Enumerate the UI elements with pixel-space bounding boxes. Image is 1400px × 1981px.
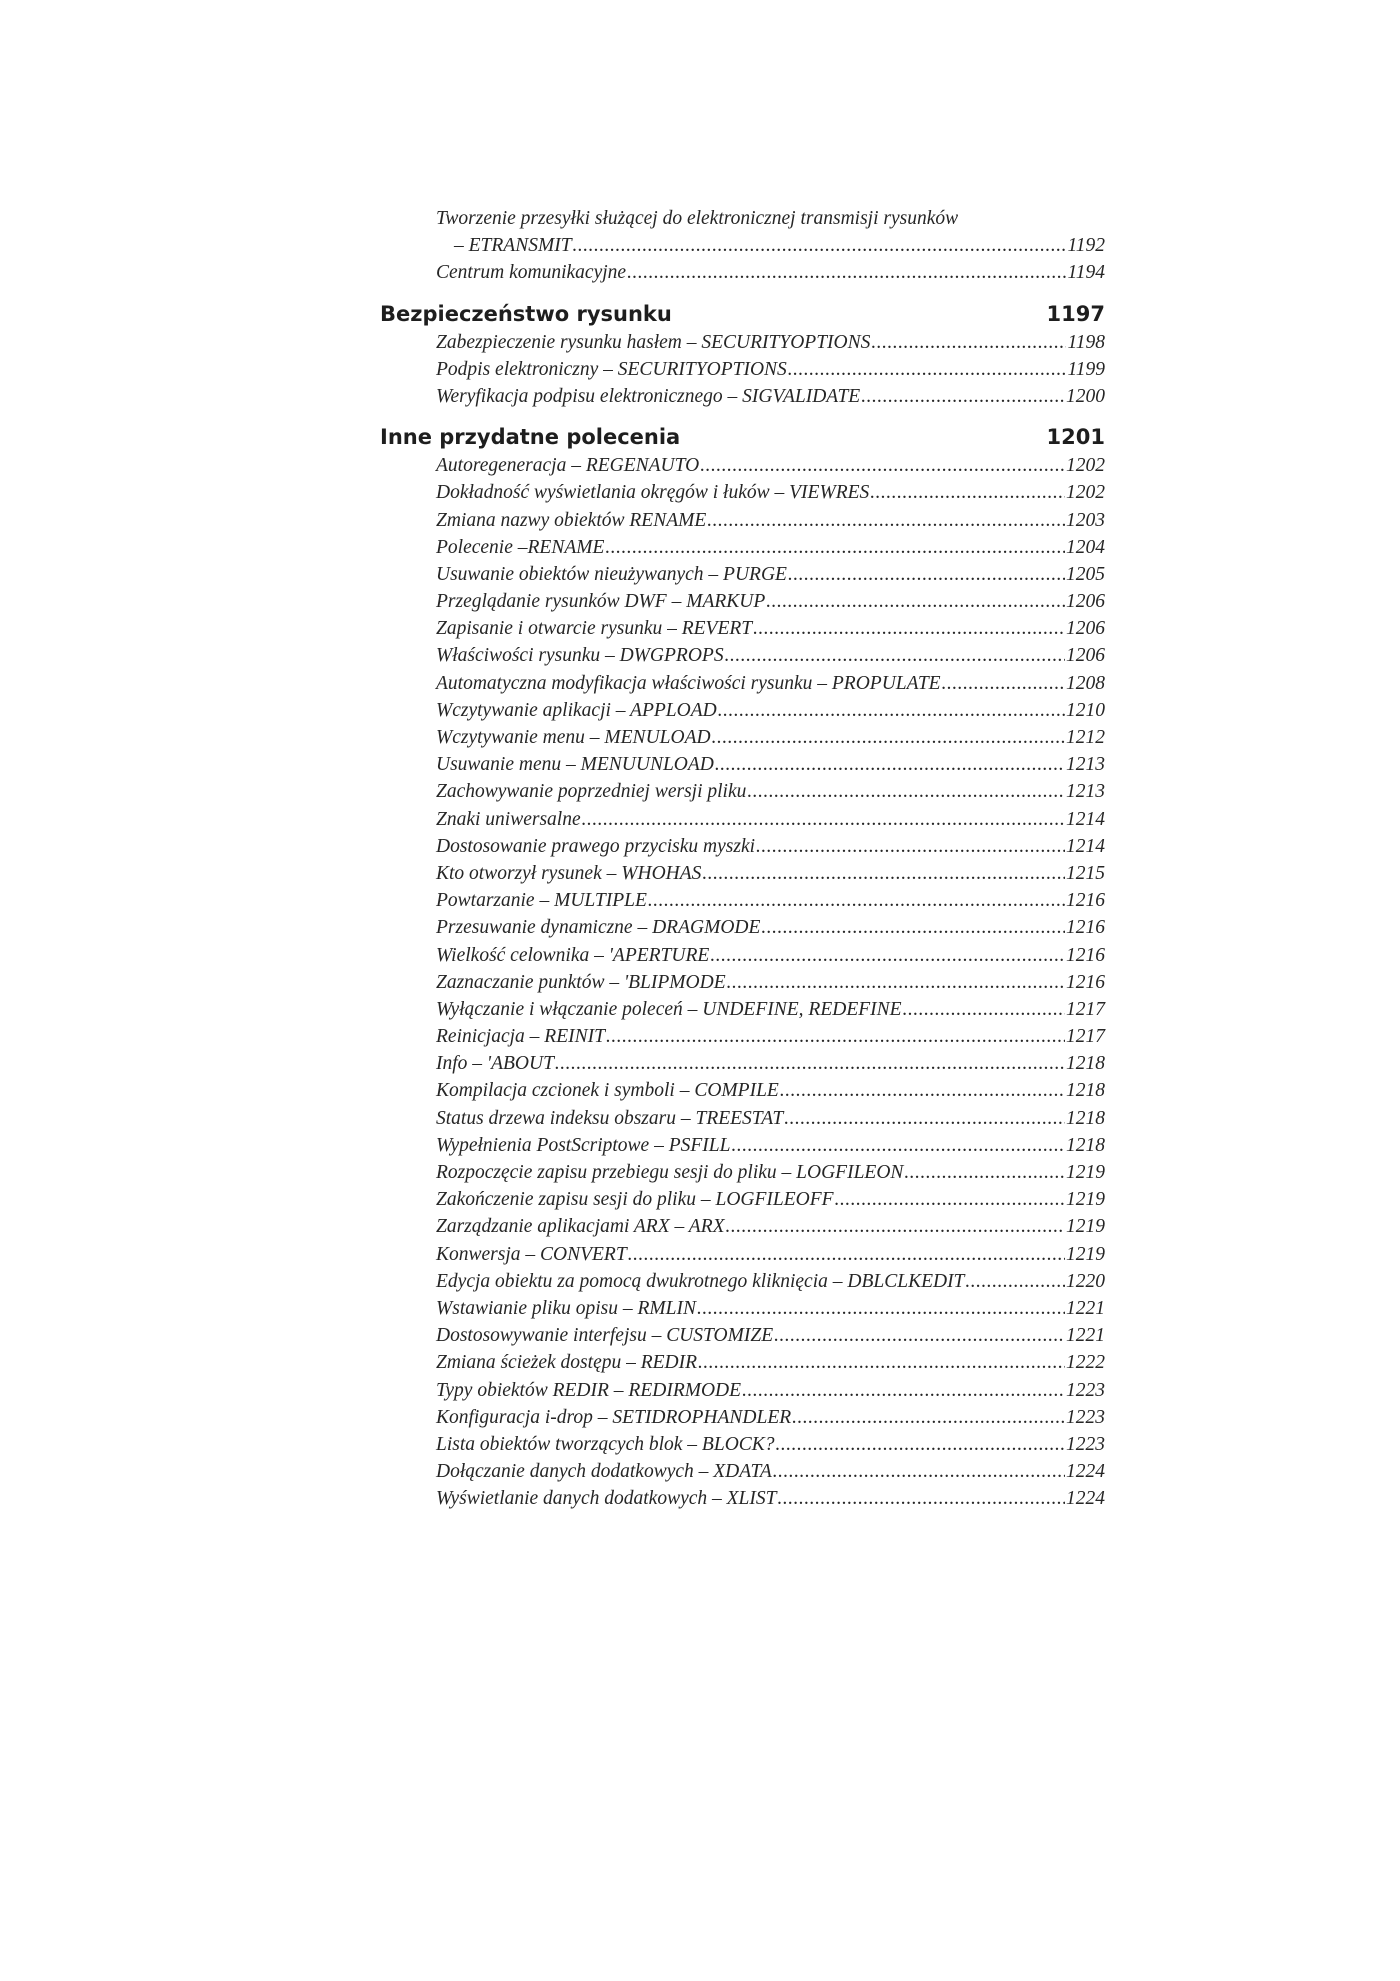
toc-entry bbox=[436, 945, 1105, 972]
toc-entry-title: Zarządzanie aplikacjami ARX – ARX bbox=[436, 1216, 725, 1238]
toc-entry-page: 1199 bbox=[1067, 358, 1105, 380]
leader-dots bbox=[700, 455, 1065, 477]
toc-entry bbox=[436, 208, 1105, 235]
toc-entry-continuation bbox=[454, 235, 1105, 262]
toc-entry-title: Zachowywanie poprzedniej wersji pliku bbox=[436, 781, 747, 803]
toc-entry-title: Wstawianie pliku opisu – RMLIN bbox=[436, 1297, 696, 1319]
toc-entry bbox=[436, 1461, 1105, 1488]
leader-dots bbox=[726, 1216, 1065, 1238]
toc-entry-page: 1224 bbox=[1066, 1488, 1105, 1510]
toc-entry-page: 1210 bbox=[1066, 699, 1105, 721]
toc-entry-page: 1222 bbox=[1066, 1352, 1105, 1374]
toc-entry-title: Usuwanie menu – MENUUNLOAD bbox=[436, 754, 714, 776]
toc-entry-page: 1217 bbox=[1066, 998, 1105, 1020]
toc-entry-page: 1212 bbox=[1066, 727, 1105, 748]
toc-entry-page: 1223 bbox=[1066, 1379, 1105, 1401]
toc-entry-page: 1216 bbox=[1066, 944, 1105, 966]
toc-entry bbox=[436, 332, 1105, 359]
leader-dots bbox=[702, 863, 1065, 885]
toc-entry bbox=[436, 1108, 1105, 1135]
leader-dots bbox=[648, 890, 1065, 912]
toc-entry-title: Podpis elektroniczny – SECURITYOPTIONS bbox=[436, 358, 787, 380]
toc-entry bbox=[436, 1026, 1105, 1053]
leader-dots bbox=[835, 1189, 1065, 1211]
toc-entry-page: 1216 bbox=[1066, 917, 1105, 939]
toc-entry bbox=[436, 890, 1105, 917]
toc-entry-title: Tworzenie przesyłki służącej do elektronicznej transmisji rysunków bbox=[436, 208, 959, 229]
leader-dots bbox=[777, 1488, 1065, 1510]
toc-entry bbox=[436, 1216, 1105, 1243]
leader-dots bbox=[573, 235, 1067, 257]
toc-entry bbox=[436, 618, 1105, 645]
toc-entry-title: Zmiana ścieżek dostępu – REDIR bbox=[436, 1352, 698, 1374]
toc-entry-title: Zmiana nazwy obiektów RENAME bbox=[436, 509, 707, 531]
toc-entry-title: Kto otworzył rysunek – WHOHAS bbox=[436, 862, 702, 884]
toc-entry-title: Zapisanie i otwarcie rysunku – REVERT bbox=[436, 618, 753, 640]
section-title: Inne przydatne polecenia bbox=[380, 425, 681, 450]
toc-entry bbox=[436, 836, 1105, 863]
leader-dots bbox=[761, 917, 1065, 939]
leader-dots bbox=[766, 591, 1065, 613]
toc-entry-page: 1206 bbox=[1066, 645, 1105, 667]
toc-entry-title: Autoregeneracja – REGENAUTO bbox=[436, 455, 700, 477]
toc-entry bbox=[436, 1434, 1105, 1461]
toc-entry bbox=[436, 727, 1105, 754]
toc-entry-title: – ETRANSMIT bbox=[454, 235, 572, 257]
toc-entry-page: 1216 bbox=[1066, 971, 1105, 993]
toc-entry-title: Konfiguracja i-drop – SETIDROPHANDLER bbox=[436, 1406, 792, 1428]
leader-dots bbox=[697, 1298, 1065, 1320]
toc-entry bbox=[436, 1298, 1105, 1325]
leader-dots bbox=[718, 700, 1065, 722]
toc-entry bbox=[436, 1135, 1105, 1162]
toc-entry-title: Usuwanie obiektów nieużywanych – PURGE bbox=[436, 563, 787, 585]
toc-entry-title: Weryfikacja podpisu elektronicznego – SIGVALIDATE bbox=[436, 385, 861, 407]
leader-dots bbox=[788, 359, 1067, 381]
toc-entry bbox=[436, 781, 1105, 808]
leader-dots bbox=[942, 673, 1065, 695]
leader-dots bbox=[715, 754, 1065, 776]
toc-entry-title: Przeglądanie rysunków DWF – MARKUP bbox=[436, 591, 766, 613]
leader-dots bbox=[776, 1434, 1065, 1456]
toc-entry bbox=[436, 564, 1105, 591]
toc-entry-title: Reinicjacja – REINIT bbox=[436, 1026, 605, 1048]
toc-entry-page: 1219 bbox=[1066, 1189, 1105, 1211]
toc-entry-page: 1206 bbox=[1066, 591, 1105, 613]
section-page: 1197 bbox=[1046, 301, 1105, 326]
toc-entry-title: Zabezpieczenie rysunku hasłem – SECURITYOPTIONS bbox=[436, 331, 871, 353]
toc-entry bbox=[436, 1271, 1105, 1298]
toc-entry-title: Status drzewa indeksu obszaru – TREESTAT bbox=[436, 1107, 784, 1129]
toc-entry bbox=[436, 262, 1105, 289]
toc-entry-page: 1223 bbox=[1066, 1406, 1105, 1428]
toc-entry-title: Polecenie –RENAME bbox=[436, 536, 605, 558]
toc-entry bbox=[436, 917, 1105, 944]
toc-entry-page: 1214 bbox=[1066, 835, 1105, 857]
toc-entry bbox=[436, 1407, 1105, 1434]
section-heading bbox=[380, 422, 1105, 455]
toc-entry-title: Wypełnienia PostScriptowe – PSFILL bbox=[436, 1134, 731, 1156]
leader-dots bbox=[698, 1352, 1065, 1374]
leader-dots bbox=[903, 999, 1065, 1021]
leader-dots bbox=[742, 1380, 1065, 1402]
toc-entry-title: Edycja obiektu za pomocą dwukrotnego kliknięcia – DBLCLKEDIT bbox=[436, 1270, 965, 1292]
leader-dots bbox=[774, 1325, 1065, 1347]
leader-dots bbox=[788, 564, 1065, 586]
leader-dots bbox=[792, 1407, 1065, 1429]
toc-entry bbox=[436, 482, 1105, 509]
leader-dots bbox=[861, 386, 1065, 408]
toc-entry-title: Wczytywanie aplikacji – APPLOAD bbox=[436, 699, 717, 721]
toc-entry bbox=[436, 673, 1105, 700]
toc-entry-page: 1192 bbox=[1067, 235, 1105, 257]
leader-dots bbox=[871, 332, 1066, 354]
section-page: 1201 bbox=[1046, 425, 1105, 450]
toc-entry-page: 1218 bbox=[1066, 1053, 1105, 1075]
leader-dots bbox=[725, 645, 1065, 667]
toc-entry-page: 1205 bbox=[1066, 563, 1105, 585]
leader-dots bbox=[756, 836, 1065, 858]
toc-entry-page: 1203 bbox=[1066, 509, 1105, 531]
toc-entry-page: 1194 bbox=[1067, 262, 1105, 284]
toc-entry bbox=[436, 537, 1105, 564]
toc-entry-title: Wczytywanie menu – MENULOAD bbox=[436, 727, 711, 748]
toc-entry bbox=[436, 754, 1105, 781]
leader-dots bbox=[904, 1162, 1065, 1184]
toc-entry-page: 1221 bbox=[1066, 1297, 1105, 1319]
toc-entry-title: Automatyczna modyfikacja właściwości rysunku – PROPULATE bbox=[436, 672, 941, 694]
toc-entry bbox=[436, 1352, 1105, 1379]
leader-dots bbox=[965, 1271, 1065, 1293]
toc-entry-title: Lista obiektów tworzących blok – BLOCK? bbox=[436, 1433, 775, 1455]
toc-entry bbox=[436, 1162, 1105, 1189]
toc-entry bbox=[436, 359, 1105, 386]
toc-entry bbox=[436, 1380, 1105, 1407]
toc-entry-page: 1204 bbox=[1066, 536, 1105, 558]
toc-entry-page: 1221 bbox=[1066, 1325, 1105, 1347]
toc-entry-title: Centrum komunikacyjne bbox=[436, 262, 627, 284]
leader-dots bbox=[582, 809, 1065, 831]
toc-entry-title: Typy obiektów REDIR – REDIRMODE bbox=[436, 1379, 742, 1401]
leader-dots bbox=[753, 618, 1065, 640]
toc-entry-title: Wyświetlanie danych dodatkowych – XLIST bbox=[436, 1488, 777, 1510]
leader-dots bbox=[627, 262, 1066, 284]
toc-entry-page: 1224 bbox=[1066, 1461, 1105, 1483]
table-of-contents bbox=[380, 208, 1105, 1515]
toc-entry-page: 1202 bbox=[1066, 482, 1105, 504]
toc-entry-title: Powtarzanie – MULTIPLE bbox=[436, 890, 647, 912]
leader-dots bbox=[731, 1135, 1065, 1157]
toc-entry bbox=[436, 645, 1105, 672]
toc-entry bbox=[436, 591, 1105, 618]
leader-dots bbox=[710, 945, 1065, 967]
toc-sections bbox=[380, 299, 1105, 1516]
toc-entry-title: Wielkość celownika – 'APERTURE bbox=[436, 944, 710, 966]
section-title: Bezpieczeństwo rysunku bbox=[380, 301, 672, 326]
leader-dots bbox=[747, 781, 1065, 803]
toc-entry bbox=[436, 700, 1105, 727]
toc-entry bbox=[436, 972, 1105, 999]
toc-entry-page: 1213 bbox=[1066, 754, 1105, 776]
leader-dots bbox=[606, 1026, 1065, 1048]
toc-entry-page: 1200 bbox=[1066, 385, 1105, 407]
toc-entry-page: 1202 bbox=[1066, 455, 1105, 477]
toc-entry bbox=[436, 455, 1105, 482]
toc-entry bbox=[436, 1488, 1105, 1515]
toc-entry bbox=[436, 1325, 1105, 1352]
toc-entry-page: 1216 bbox=[1066, 890, 1105, 912]
toc-entry-page: 1214 bbox=[1066, 808, 1105, 830]
toc-entry-page: 1218 bbox=[1066, 1107, 1105, 1129]
toc-entry-page: 1220 bbox=[1066, 1270, 1105, 1292]
leader-dots bbox=[773, 1461, 1065, 1483]
toc-entry-page: 1213 bbox=[1066, 781, 1105, 803]
toc-entry bbox=[436, 1244, 1105, 1271]
toc-entry-page: 1219 bbox=[1066, 1162, 1105, 1183]
toc-entry-title: Dostosowanie prawego przycisku myszki bbox=[436, 835, 756, 857]
toc-entry-page: 1218 bbox=[1066, 1080, 1105, 1102]
toc-entry-title: Zakończenie zapisu sesji do pliku – LOGFILEOFF bbox=[436, 1189, 834, 1211]
toc-entry-title: Dokładność wyświetlania okręgów i łuków – VIEWRES bbox=[436, 482, 870, 504]
toc-entry-title: Wyłączanie i włączanie poleceń – UNDEFINE, REDEFINE bbox=[436, 998, 902, 1020]
toc-entry-title: Dołączanie danych dodatkowych – XDATA bbox=[436, 1461, 772, 1483]
leader-dots bbox=[727, 972, 1065, 994]
toc-entry-title: Przesuwanie dynamiczne – DRAGMODE bbox=[436, 917, 761, 939]
toc-entry bbox=[436, 809, 1105, 836]
leader-dots bbox=[555, 1053, 1065, 1075]
toc-entry-title: Konwersja – CONVERT bbox=[436, 1243, 627, 1265]
toc-entry bbox=[436, 1080, 1105, 1107]
toc-entry-title: Właściwości rysunku – DWGPROPS bbox=[436, 645, 724, 667]
toc-entry-title: Rozpoczęcie zapisu przebiegu sesji do pliku – LOGFILEON bbox=[436, 1162, 904, 1183]
toc-entry bbox=[436, 863, 1105, 890]
toc-entry-page: 1219 bbox=[1066, 1243, 1105, 1265]
toc-entry bbox=[436, 999, 1105, 1026]
leader-dots bbox=[712, 727, 1065, 749]
toc-entry-page: 1218 bbox=[1066, 1134, 1105, 1156]
toc-entry-page: 1215 bbox=[1066, 862, 1105, 884]
leader-dots bbox=[870, 482, 1065, 504]
leader-dots bbox=[628, 1244, 1065, 1266]
toc-entry-title: Znaki uniwersalne bbox=[436, 808, 581, 830]
toc-entry-page: 1198 bbox=[1067, 331, 1105, 353]
toc-entry-title: Kompilacja czcionek i symboli – COMPILE bbox=[436, 1080, 779, 1102]
leader-dots bbox=[780, 1080, 1065, 1102]
toc-entry bbox=[436, 386, 1105, 413]
section-heading bbox=[380, 299, 1105, 332]
toc-entry-title: Dostosowywanie interfejsu – CUSTOMIZE bbox=[436, 1325, 774, 1347]
toc-entry bbox=[436, 1189, 1105, 1216]
leader-dots bbox=[707, 510, 1065, 532]
toc-entry-page: 1223 bbox=[1066, 1433, 1105, 1455]
toc-entry bbox=[436, 1053, 1105, 1080]
toc-entry-title: Info – 'ABOUT bbox=[436, 1053, 554, 1075]
leader-dots bbox=[784, 1108, 1065, 1130]
toc-entry-page: 1219 bbox=[1066, 1216, 1105, 1238]
toc-entry-page: 1208 bbox=[1066, 672, 1105, 694]
toc-entry-page: 1206 bbox=[1066, 618, 1105, 640]
toc-entry-title: Zaznaczanie punktów – 'BLIPMODE bbox=[436, 971, 726, 993]
leader-dots bbox=[605, 537, 1065, 559]
toc-entry bbox=[436, 510, 1105, 537]
toc-entry-page: 1217 bbox=[1066, 1026, 1105, 1048]
